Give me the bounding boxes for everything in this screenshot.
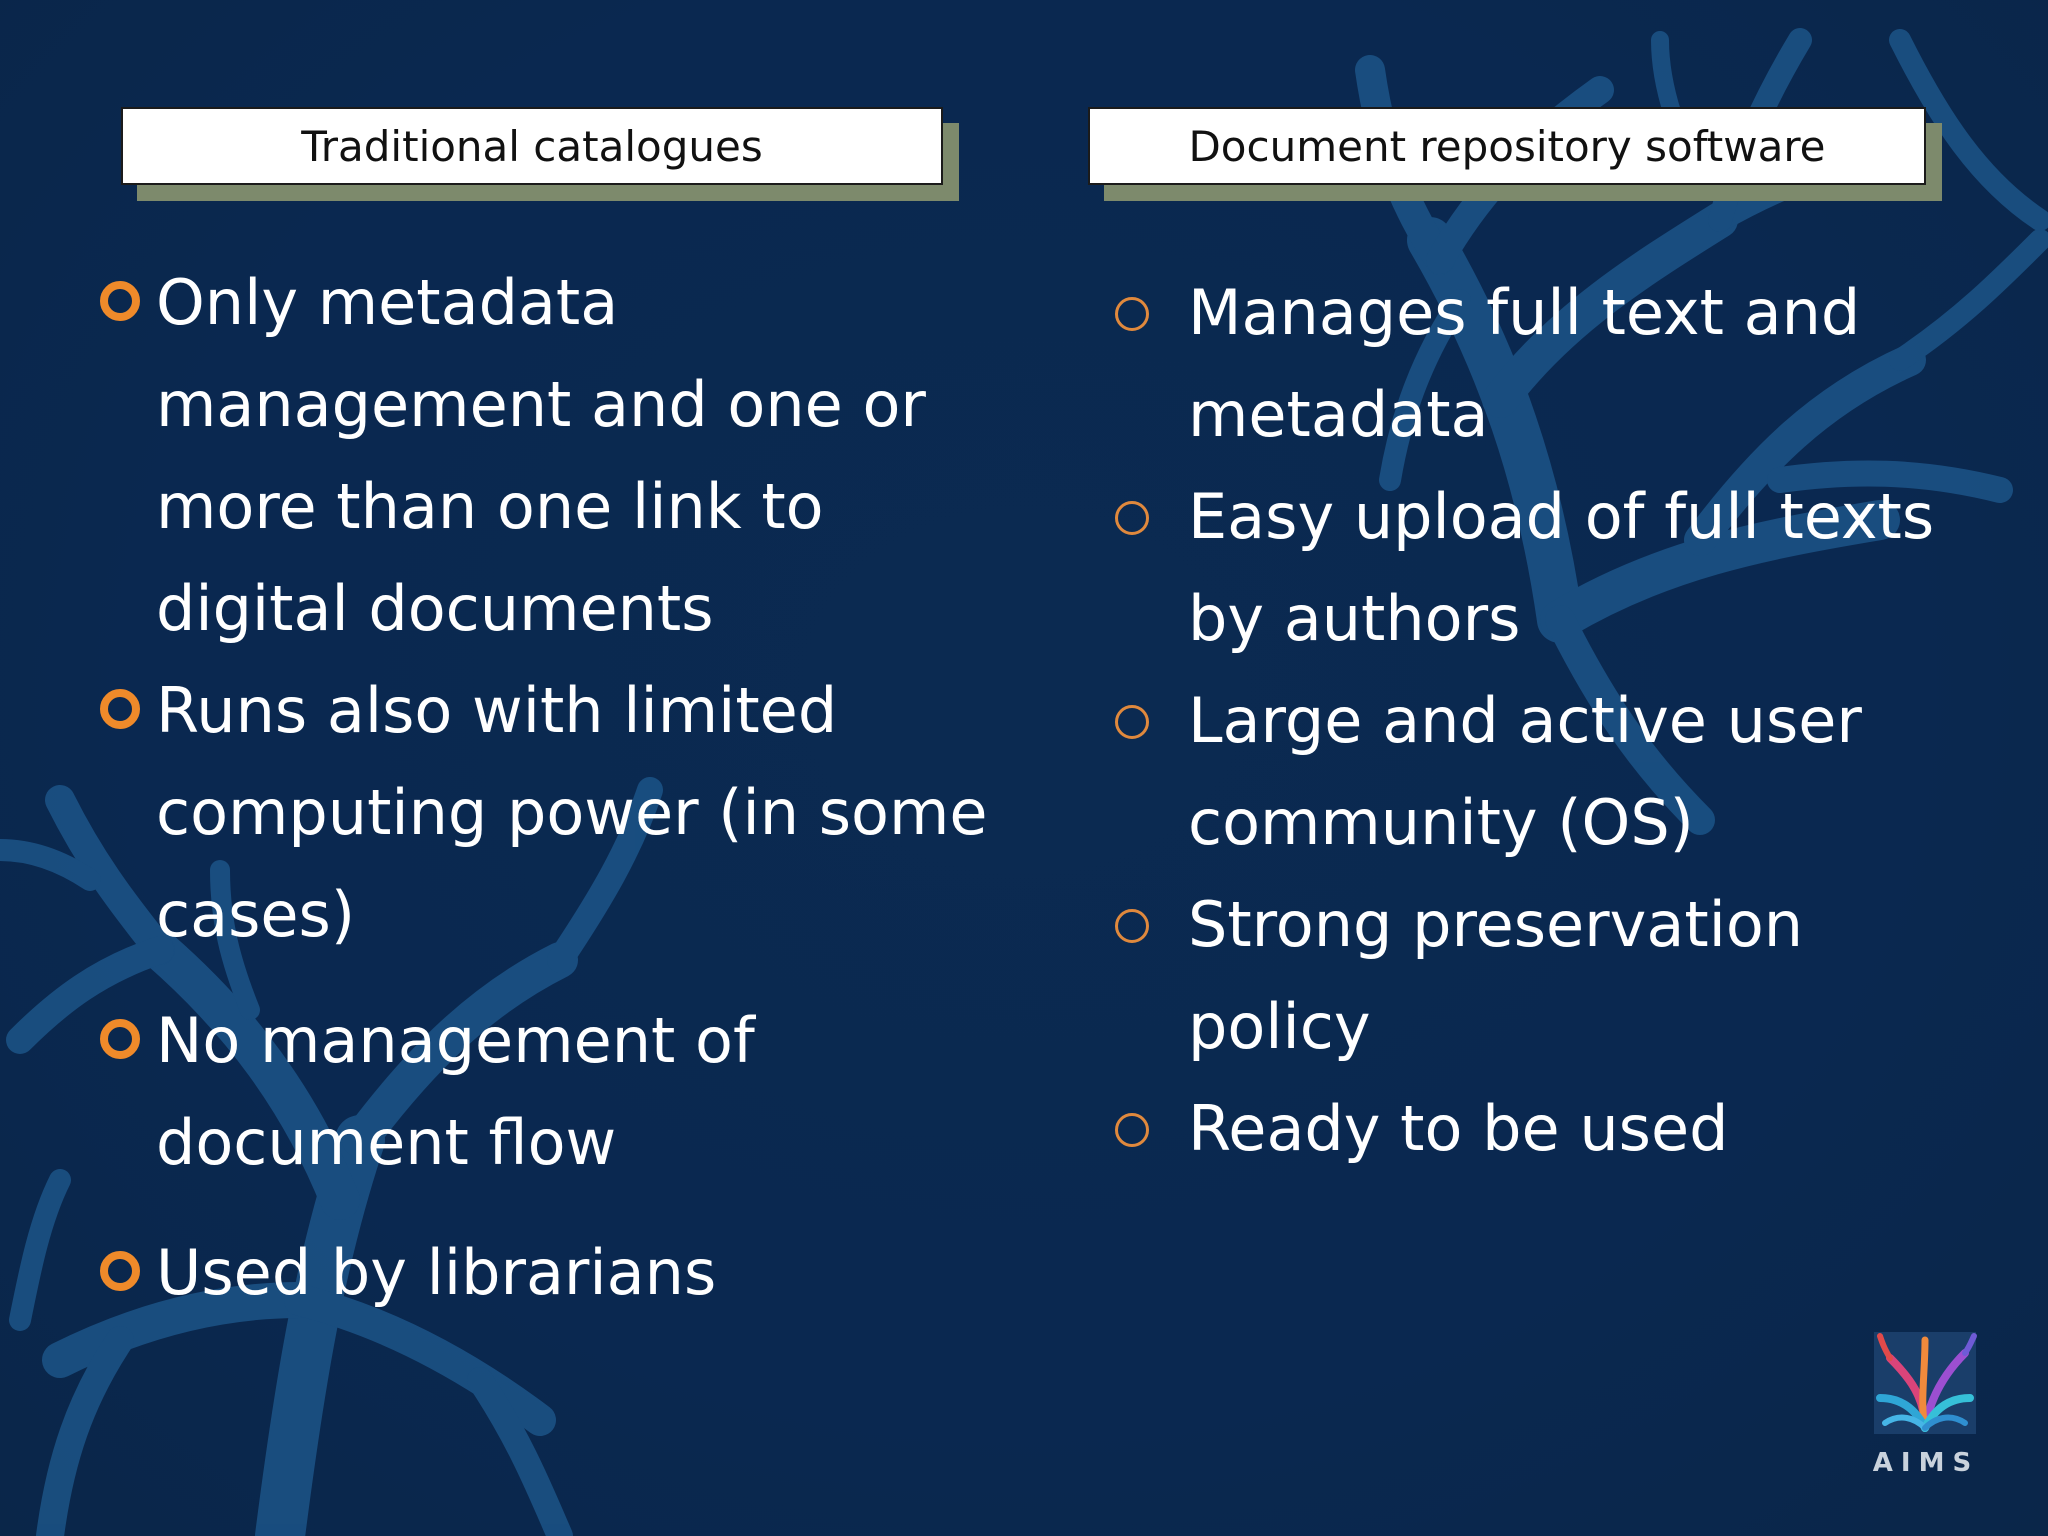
document-repository-header [1088, 107, 1926, 185]
ring-bullet-icon [1115, 909, 1149, 943]
list-item [1108, 874, 1988, 1078]
orange-bullet-icon [100, 1251, 140, 1291]
ring-bullet-icon [1115, 501, 1149, 535]
list-item [94, 1222, 994, 1324]
list-item [1108, 670, 1988, 874]
list-item-text: Manages full text and metadata [1188, 276, 1861, 451]
right-header-label: Document repository software [1188, 121, 1826, 171]
orange-bullet-icon [100, 281, 140, 321]
list-item-text: Only metadata management and one or more than one link to digital documents [156, 266, 926, 645]
document-repository-list [1108, 262, 1988, 1180]
ring-bullet-icon [1115, 1113, 1149, 1147]
list-item-text: Ready to be used [1188, 1092, 1729, 1165]
traditional-catalogues-list [94, 252, 994, 1324]
aims-logo-text: AIMS [1872, 1448, 1980, 1478]
list-item [1108, 1078, 1988, 1180]
left-header-label: Traditional catalogues [301, 121, 763, 171]
ring-bullet-icon [1115, 705, 1149, 739]
list-item [94, 660, 994, 966]
list-item-text: Large and active user community (OS) [1188, 684, 1862, 859]
orange-bullet-icon [100, 1019, 140, 1059]
list-item-text: Runs also with limited computing power (in some cases) [156, 674, 988, 951]
ring-bullet-icon [1115, 297, 1149, 331]
list-item-text: Strong preservation policy [1188, 888, 1804, 1063]
orange-bullet-icon [100, 689, 140, 729]
list-item [1108, 262, 1988, 466]
list-item-text: No management of document flow [156, 1004, 755, 1179]
list-item-text: Easy upload of full texts by authors [1188, 480, 1935, 655]
traditional-catalogues-header [121, 107, 943, 185]
list-item [94, 252, 994, 660]
list-item [94, 990, 994, 1194]
list-item [1108, 466, 1988, 670]
list-item-text: Used by librarians [156, 1236, 717, 1309]
